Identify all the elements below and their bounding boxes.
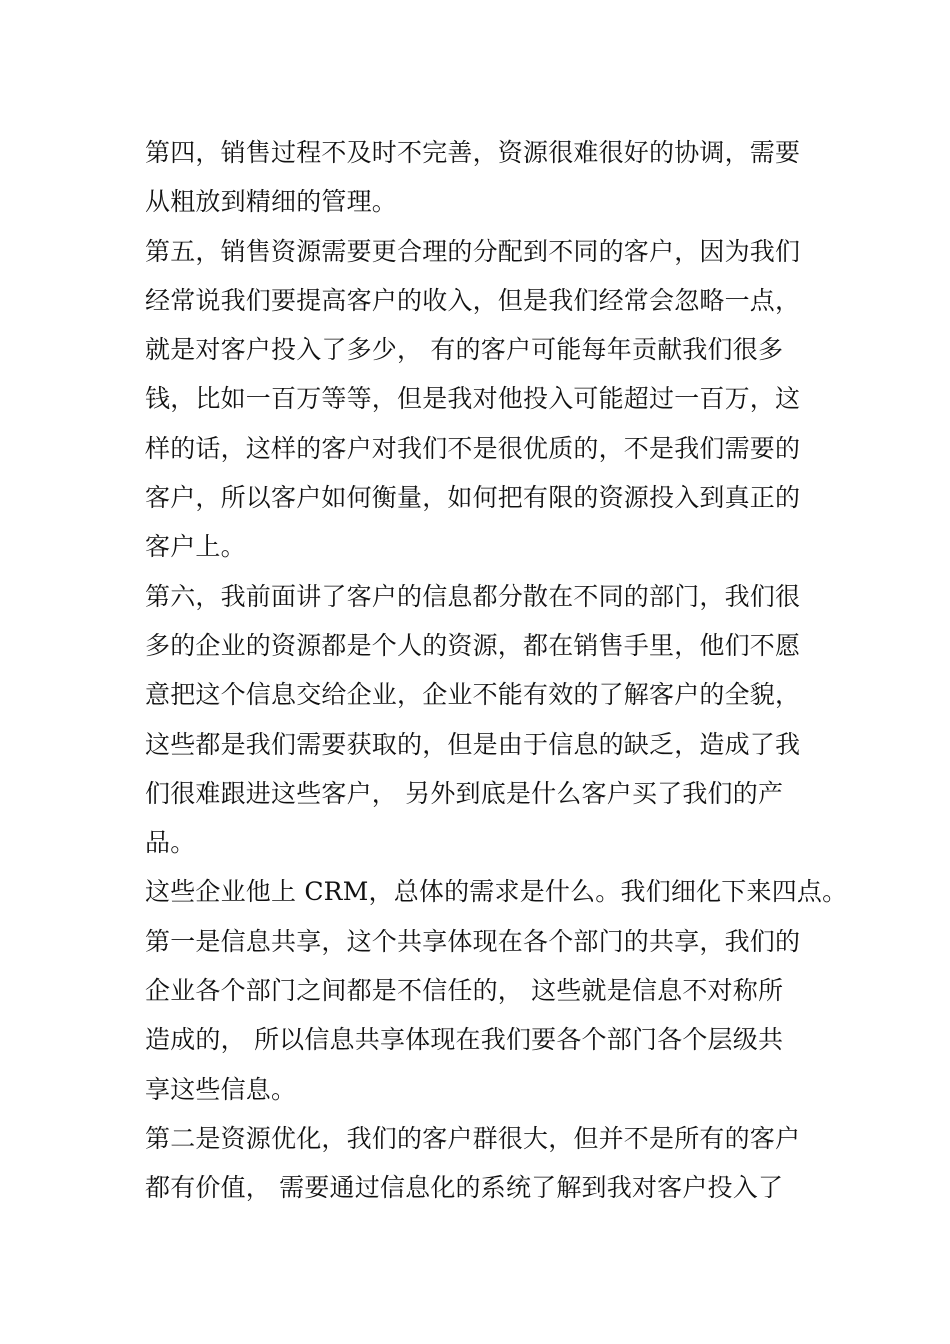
text-line: 第六，我前面讲了客户的信息都分散在不同的部门，我们很 [145, 581, 801, 611]
text-line: 们很难跟进这些客户， 另外到底是什么客户买了我们的产 [145, 778, 784, 808]
text-line: 就是对客户投入了多少， 有的客户可能每年贡献我们很多 [145, 335, 784, 365]
text-line: 第二是资源优化，我们的客户群很大，但并不是所有的客户 [145, 1123, 801, 1153]
text-line: 第五，销售资源需要更合理的分配到不同的客户，因为我们 [145, 236, 801, 266]
text-line: 钱，比如一百万等等，但是我对他投入可能超过一百万，这 [145, 384, 801, 414]
text-line: 多的企业的资源都是个人的资源，都在销售手里，他们不愿 [145, 630, 801, 660]
text-line: 客户，所以客户如何衡量，如何把有限的资源投入到真正的 [145, 483, 801, 513]
text-line: 企业各个部门之间都是不信任的， 这些就是信息不对称所 [145, 976, 784, 1006]
text-line: 都有价值， 需要通过信息化的系统了解到我对客户投入了 [145, 1173, 784, 1203]
document-body [145, 128, 848, 1213]
text-line: 这些都是我们需要获取的，但是由于信息的缺乏，造成了我 [145, 729, 801, 759]
text-line: 经常说我们要提高客户的收入，但是我们经常会忽略一点， [145, 285, 801, 315]
text-line: 从粗放到精细的管理。 [145, 187, 398, 217]
text-line: 意把这个信息交给企业，企业不能有效的了解客户的全貌， [145, 680, 801, 710]
text-line: 样的话，这样的客户对我们不是很优质的，不是我们需要的 [145, 433, 801, 463]
text-line: 第四，销售过程不及时不完善，资源很难很好的协调，需要 [145, 138, 801, 167]
text-line: 这些企业他上 CRM，总体的需求是什么。我们细化下来四点。 [145, 877, 848, 907]
text-line: 品。 [145, 828, 196, 858]
text-line: 享这些信息。 [145, 1074, 297, 1104]
text-line: 造成的， 所以信息共享体现在我们要各个部门各个层级共 [145, 1025, 784, 1055]
text-line: 第一是信息共享，这个共享体现在各个部门的共享，我们的 [145, 926, 801, 956]
text-line: 客户上。 [145, 532, 246, 562]
